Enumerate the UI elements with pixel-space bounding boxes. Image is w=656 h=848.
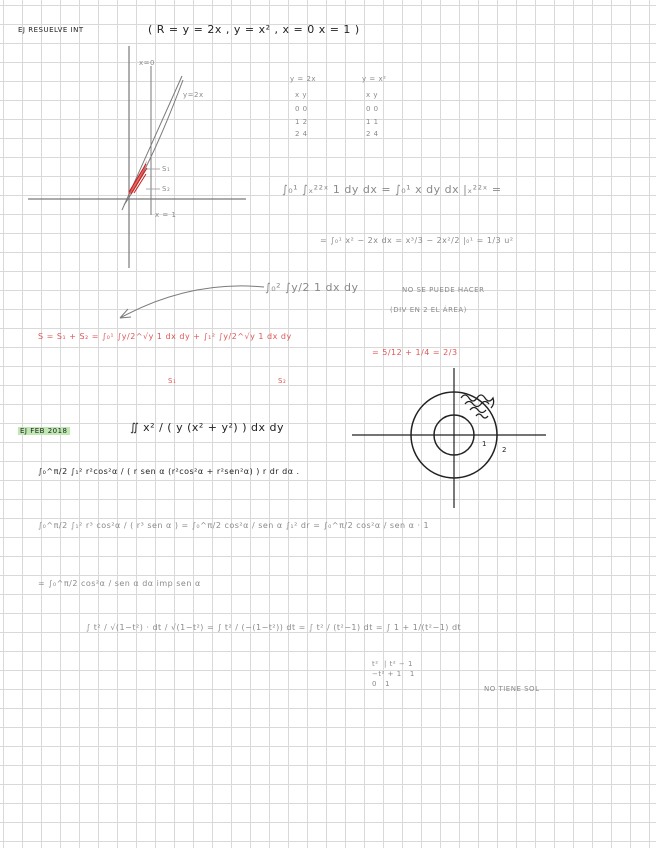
ex2-tag-text: EJ FEB 2018 xyxy=(20,427,68,435)
integral-line-1: ∫₀¹ ∫ₓ²²ˣ 1 dy dx = ∫₀¹ x dy dx |ₓ²²ˣ = xyxy=(282,183,502,196)
graph-label-x1: x = 1 xyxy=(155,211,177,219)
ex2-polar: ∫₀^π/2 ∫₁² r²cos²α / ( r sen α (r²cos²α + r²sen²α) ) r dr dα . xyxy=(38,467,300,476)
ex2-step2: = ∫₀^π/2 cos²α / sen α dα imp sen α xyxy=(38,579,201,588)
table2-title: y = x² xyxy=(362,75,387,83)
table1-row: 1 2 xyxy=(295,118,308,126)
ex2-tag xyxy=(18,428,70,435)
graph-label-s2: S₂ xyxy=(162,185,171,193)
table1-row: 0 0 xyxy=(295,105,308,113)
ex2-division: t² | t² − 1 −t² + 1 1 0 1 xyxy=(372,660,415,688)
alt-note-2: (DIV EN 2 EL ÁREA) xyxy=(390,306,467,314)
ex2-step3: ∫ t² / √(1−t²) · dt / √(1−t²) = ∫ t² / (−(1−t²)) dt = ∫ t² / (t²−1) dt = ∫ 1 + 1/(t²−1) dt xyxy=(86,623,462,632)
table2-row: 0 0 xyxy=(366,105,379,113)
red-s2: S₂ xyxy=(278,377,287,385)
red-s1: S₁ xyxy=(168,377,177,385)
ring-label-1: 1 xyxy=(482,440,487,448)
ex2-integral: ∬ x² / ( y (x² + y²) ) dx dy xyxy=(130,421,284,434)
table2-row: 1 1 xyxy=(366,118,379,126)
ex2-note: NO TIENE SOL xyxy=(484,685,540,693)
graph-label-x0: x=0 xyxy=(139,59,155,67)
alt-note-1: NO SE PUEDE HACER xyxy=(402,286,485,294)
ex1-header: EJ RESUELVE INT xyxy=(18,26,84,34)
ex2-step1: ∫₀^π/2 ∫₁² r³ cos²α / ( r³ sen α ) = ∫₀^π/2 cos²α / sen α ∫₁² dr = ∫₀^π/2 cos²α / sen α · 1 xyxy=(38,521,430,530)
ring-label-2: 2 xyxy=(502,446,507,454)
ex1-region: ( R = y = 2x , y = x² , x = 0 x = 1 ) xyxy=(148,23,360,36)
table2-row: 2 4 xyxy=(366,130,379,138)
graph-label-y2x: y=2x xyxy=(183,91,204,99)
graph-label-s1: S₁ xyxy=(162,165,171,173)
table1-head: x y xyxy=(295,91,308,99)
integral-line-2: = ∫₀¹ x² − 2x dx = x³/3 − 2x²/2 |₀¹ = 1/3 u² xyxy=(320,236,514,245)
table1-row: 2 4 xyxy=(295,130,308,138)
red-sum: S = S₁ + S₂ = ∫₀¹ ∫y/2^√y 1 dx dy + ∫₁² ∫y/2^√y 1 dx dy xyxy=(38,332,292,341)
table1-title: y = 2x xyxy=(290,75,317,83)
table2-head: x y xyxy=(366,91,379,99)
alt-integral: ∫₀² ∫y/2 1 dx dy xyxy=(265,281,359,294)
red-result: = 5/12 + 1/4 = 2/3 xyxy=(372,348,458,357)
